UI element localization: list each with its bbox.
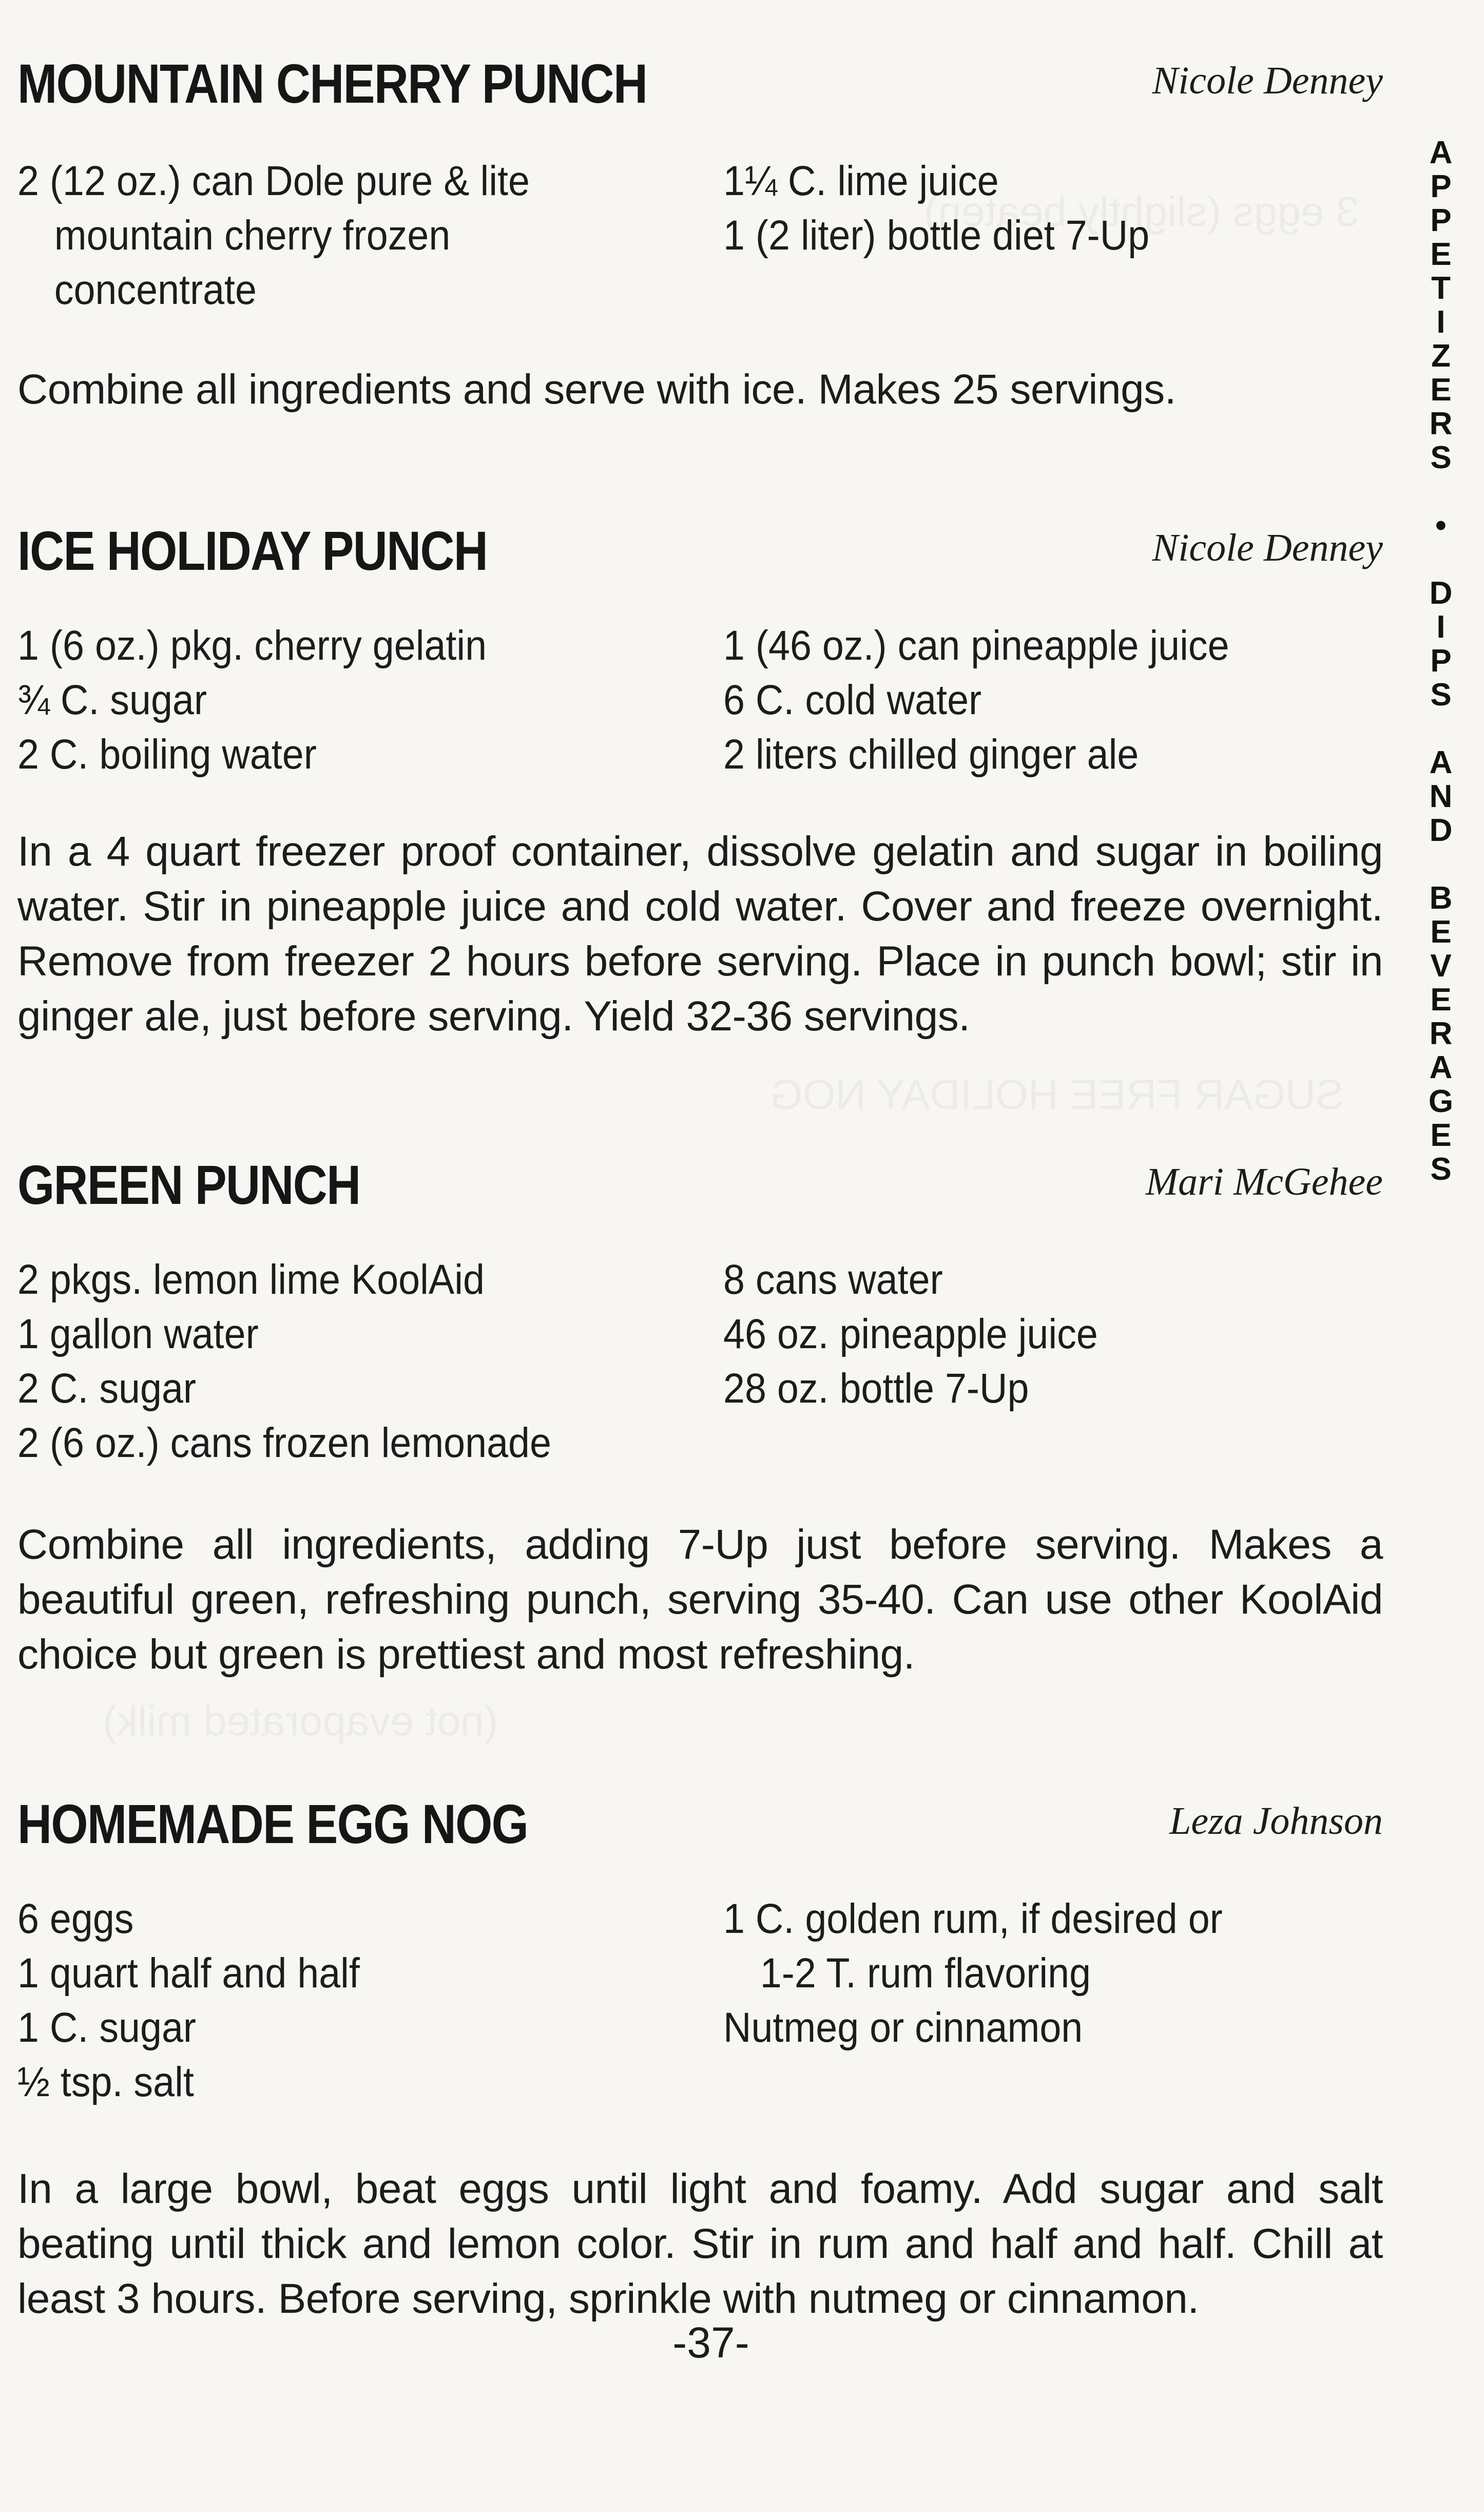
ingredient-item: 1 gallon water bbox=[17, 1311, 259, 1357]
ingredient-item: Nutmeg or cinnamon bbox=[723, 2004, 1083, 2051]
recipe-title: GREEN PUNCH bbox=[17, 1154, 360, 1216]
show-through-text bbox=[770, 1068, 1344, 1122]
sidebar-word-beverages bbox=[1429, 881, 1453, 1186]
ingredients-column-left bbox=[17, 154, 723, 317]
ingredient-item: 6 eggs bbox=[17, 1895, 134, 1942]
sidebar-letter: Z bbox=[1431, 338, 1451, 374]
ingredient-item: 28 oz. bottle 7-Up bbox=[723, 1365, 1029, 1412]
sidebar-word-dips bbox=[1430, 577, 1453, 712]
ingredient-item: 2 (12 oz.) can Dole pure & lite bbox=[17, 158, 530, 204]
ingredient-item: 2 (6 oz.) cans frozen lemonade bbox=[17, 1420, 551, 1466]
recipe-title: ICE HOLIDAY PUNCH bbox=[17, 520, 488, 582]
recipe-author: Leza Johnson bbox=[1169, 1799, 1383, 1843]
sidebar-letter: T bbox=[1431, 271, 1451, 306]
sidebar-letter: P bbox=[1430, 643, 1452, 679]
ingredient-item: 1 (2 liter) bottle diet 7-Up bbox=[723, 212, 1150, 259]
ingredient-item: 2 liters chilled ginger ale bbox=[723, 731, 1139, 778]
ingredients-column-right bbox=[723, 619, 1383, 782]
ingredient-item: 2 C. boiling water bbox=[17, 731, 317, 778]
ingredient-item: ½ tsp. salt bbox=[17, 2059, 194, 2105]
ingredients-list bbox=[17, 1892, 1383, 2110]
sidebar-letter: S bbox=[1430, 440, 1452, 475]
ingredients-list bbox=[17, 619, 1383, 782]
ingredient-item: 46 oz. pineapple juice bbox=[723, 1311, 1098, 1357]
sidebar-letter: G bbox=[1428, 1084, 1454, 1119]
sidebar-letter: D bbox=[1429, 576, 1453, 611]
sidebar-letter: I bbox=[1436, 609, 1446, 645]
sidebar-letter: E bbox=[1430, 982, 1452, 1018]
sidebar-letter: A bbox=[1429, 135, 1453, 170]
recipe-instructions: Combine all ingredients and serve with ice. Makes 25 servings. bbox=[17, 366, 1176, 413]
recipe-author: Nicole Denney bbox=[1152, 526, 1383, 569]
ingredients-column-right bbox=[723, 154, 1383, 317]
sidebar-letter: S bbox=[1430, 677, 1452, 713]
sidebar-word-and bbox=[1430, 746, 1453, 848]
page-number: -37- bbox=[672, 2318, 749, 2367]
sidebar-word-appetizers bbox=[1430, 136, 1453, 475]
sidebar-letter: R bbox=[1429, 406, 1453, 442]
ingredient-item: 2 C. sugar bbox=[17, 1365, 197, 1412]
recipe-author: Nicole Denney bbox=[1152, 59, 1383, 102]
ingredients-column-right bbox=[723, 1253, 1383, 1470]
sidebar-letter: A bbox=[1429, 745, 1453, 780]
ingredient-item: 2 pkgs. lemon lime KoolAid bbox=[17, 1256, 485, 1303]
sidebar-letter: A bbox=[1429, 1050, 1453, 1085]
ingredients-column-left bbox=[17, 1892, 723, 2110]
sidebar-letter: R bbox=[1429, 1016, 1453, 1051]
sidebar-letter: B bbox=[1429, 880, 1453, 916]
ingredient-item: 1 (6 oz.) pkg. cherry gelatin bbox=[17, 622, 487, 669]
ingredient-item: 1 quart half and half bbox=[17, 1950, 360, 1997]
sidebar-letter: P bbox=[1430, 169, 1452, 204]
sidebar-letter: P bbox=[1430, 203, 1452, 238]
sidebar-letter: D bbox=[1429, 813, 1453, 848]
sidebar-letter: I bbox=[1436, 304, 1446, 340]
sidebar-letter: N bbox=[1429, 779, 1453, 814]
recipe-author: Mari McGehee bbox=[1145, 1160, 1383, 1203]
ingredients-list bbox=[17, 1253, 1383, 1470]
recipe-instructions: In a large bowl, beat eggs until light and foamy. Add sugar and salt beating until thick and lemon color. Stir in rum and half and half. Chill at least 3 hours. Before serving, sprinkle with nutmeg or cinnamon. bbox=[17, 2165, 1383, 2322]
ingredient-item: ¾ C. sugar bbox=[17, 677, 207, 723]
ingredients-column-left bbox=[17, 1253, 723, 1470]
recipe-instructions: In a 4 quart freezer proof container, dissolve gelatin and sugar in boiling water. Stir in pineapple juice and cold water. Cover and freeze overnight. Remove from freezer 2 hours before serving. Place in punch bowl; stir in ginger ale, just before serving. Yield 32-36 servings. bbox=[17, 828, 1383, 1040]
sidebar-letter: E bbox=[1430, 237, 1452, 272]
recipe-title: MOUNTAIN CHERRY PUNCH bbox=[17, 52, 647, 114]
ingredient-item: 1 C. golden rum, if desired or bbox=[723, 1895, 1223, 1942]
ingredient-item: mountain cherry frozen bbox=[54, 212, 451, 259]
sidebar-letter: E bbox=[1430, 372, 1452, 408]
ingredient-item: 1 C. sugar bbox=[17, 2004, 197, 2051]
ingredients-column-left bbox=[17, 619, 723, 782]
ingredient-item: 1¼ C. lime juice bbox=[723, 158, 999, 204]
ingredient-item: 1 (46 oz.) can pineapple juice bbox=[723, 622, 1229, 669]
ingredients-column-right bbox=[723, 1892, 1383, 2110]
sidebar-letter: S bbox=[1430, 1152, 1452, 1187]
sidebar-letter: E bbox=[1430, 914, 1452, 950]
show-through-text bbox=[103, 1694, 498, 1749]
sidebar-separator: • bbox=[1435, 508, 1447, 543]
sidebar-letter: V bbox=[1430, 948, 1452, 984]
section-sidebar-label bbox=[1418, 136, 1464, 1186]
sidebar-letter: E bbox=[1430, 1118, 1452, 1153]
ingredient-item: 8 cans water bbox=[723, 1256, 943, 1303]
ingredients-list bbox=[17, 154, 1383, 317]
ingredient-item: concentrate bbox=[54, 266, 257, 313]
recipe-instructions: Combine all ingredients, adding 7-Up just before serving. Makes a beautiful green, refreshing punch, serving 35-40. Can use other KoolAid choice but green is prettiest and most refreshing. bbox=[17, 1521, 1383, 1678]
ingredient-item: 6 C. cold water bbox=[723, 677, 982, 723]
recipe-title: HOMEMADE EGG NOG bbox=[17, 1793, 528, 1855]
ingredient-item: 1-2 T. rum flavoring bbox=[760, 1950, 1091, 1997]
